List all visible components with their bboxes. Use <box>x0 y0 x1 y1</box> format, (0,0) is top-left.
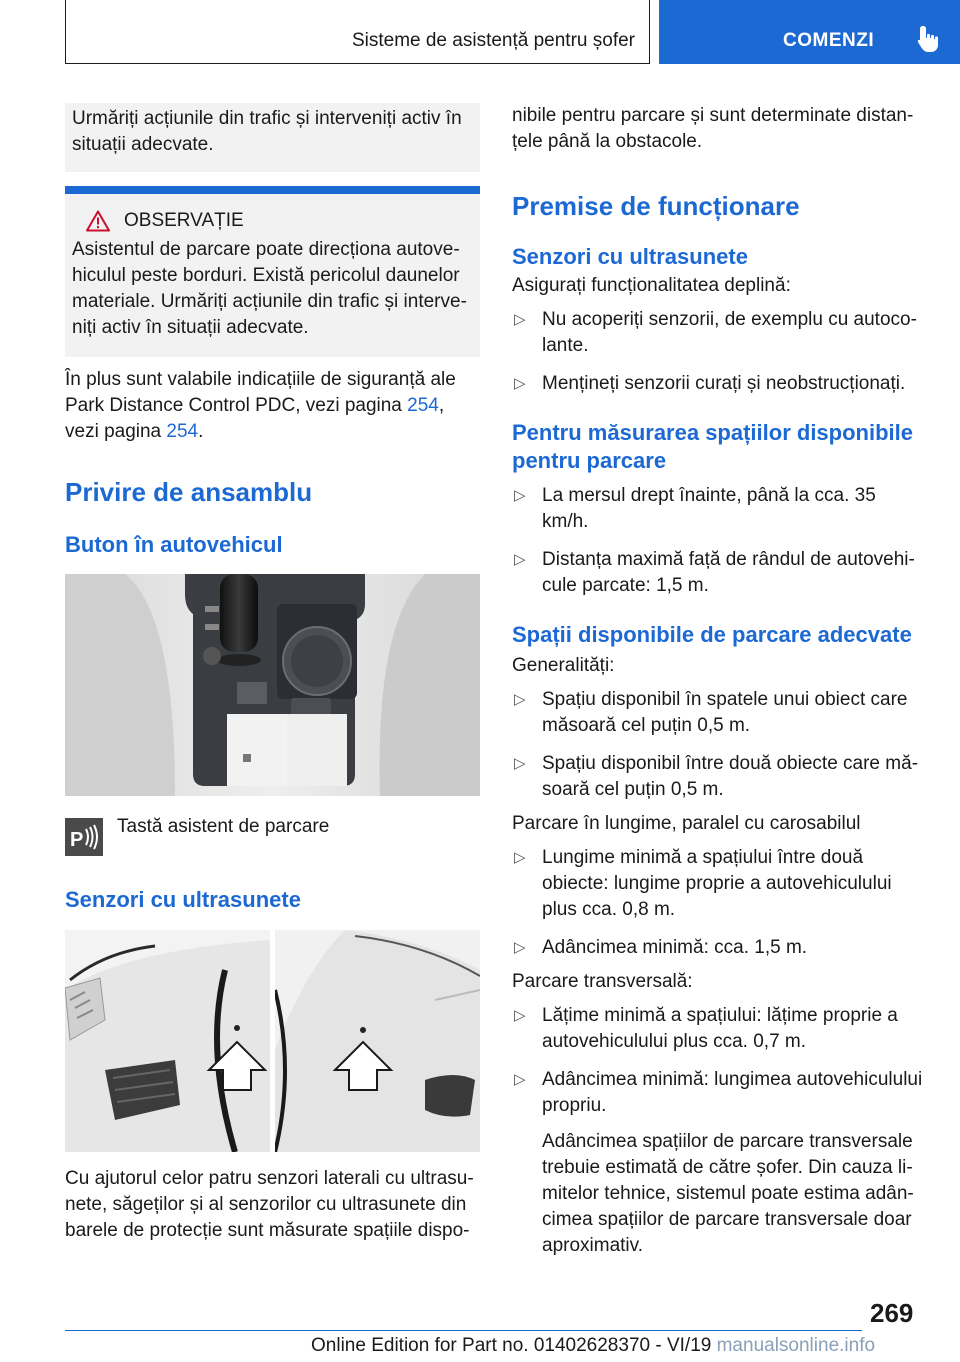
heading-button: Buton în autovehicul <box>65 532 283 557</box>
parallel-list <box>512 845 927 961</box>
page-link-254-a[interactable]: 254 <box>407 395 439 416</box>
transverse-note: Adâncimea spațiilor de parcare transversale trebuie estimată de către șofer. Din cauza limitelor tehnice, sistemul poate estima adâncimea spațiilor de parcare transversale doar aproximativ. <box>542 1131 914 1256</box>
sensors-paragraph: Cu ajutorul celor patru senzori laterali cu ultrasunete, săgeților și al senzorilor cu ultrasunete din barele de protecție sunt măsurate spațiile dispo- <box>65 1168 474 1241</box>
bumper-photos <box>65 930 480 1152</box>
footer-divider <box>65 1330 862 1331</box>
page-header <box>0 0 960 66</box>
button-caption: Tastă asistent de parcare <box>117 816 330 837</box>
heading-spaces: Spații disponibile de parcare adecvate <box>512 622 912 647</box>
chapter-tab-label: COMENZI <box>783 30 875 51</box>
center-console-photo <box>65 574 480 796</box>
section-title: Sisteme de asistență pentru șofer <box>351 30 635 51</box>
list-item: ▷ Spațiu disponibil în spatele unui obiect care măsoară cel puțin 0,5 m. <box>512 687 927 739</box>
warning-box <box>65 186 480 357</box>
bullet-triangle-icon: ▷ <box>514 551 526 568</box>
list-item: ▷ Mențineți senzorii curați și neobstrucționați. <box>512 371 927 397</box>
bullet-triangle-icon: ▷ <box>514 487 526 504</box>
note-text: Urmăriți acțiunile din trafic și interveniți activ în situații adecvate. <box>72 108 462 155</box>
list-item: ▷ La mersul drept înainte, până la cca. 35 km/h. <box>512 483 927 535</box>
continued-paragraph: nibile pentru parcare și sunt determinate distanțele până la obstacole. <box>512 105 914 152</box>
safety-text-2: , vezi pagina <box>65 395 445 442</box>
ultrasonic-list <box>512 307 927 397</box>
bullet-triangle-icon: ▷ <box>514 375 526 392</box>
warning-triangle-icon <box>86 210 110 232</box>
right-column <box>512 103 927 1259</box>
list-item: ▷ Adâncimea minimă: lungimea autovehiculului propriu. <box>512 1067 927 1119</box>
transverse-list <box>512 1003 927 1259</box>
bullet-triangle-icon: ▷ <box>514 1007 526 1024</box>
left-column <box>65 103 480 1244</box>
list-item: ▷ Distanța maximă față de rândul de autovehicule parcate: 1,5 m. <box>512 547 927 599</box>
watermark-text: manualsonline.info <box>716 1335 876 1356</box>
measurement-list <box>512 483 927 599</box>
warning-header <box>72 210 473 232</box>
rear-bumper-image <box>275 930 480 1152</box>
list-item: ▷ Spațiu disponibil între două obiecte care măsoară cel puțin 0,5 m. <box>512 751 927 803</box>
bullet-triangle-icon: ▷ <box>514 691 526 708</box>
general-list <box>512 687 927 803</box>
center-console-image <box>65 574 480 796</box>
chapter-tab[interactable] <box>659 0 960 64</box>
park-assist-button-icon <box>65 818 103 856</box>
transverse-label: Parcare transversală: <box>512 971 693 992</box>
list-item: ▷ Adâncimea minimă: cca. 1,5 m. <box>512 935 927 961</box>
safety-paragraph <box>65 367 480 445</box>
note-box <box>65 103 480 172</box>
heading-measurement: Pentru măsurarea spațiilor disponibile pentru parcare <box>512 420 913 473</box>
heading-ultrasonic: Senzori cu ultrasunete <box>512 244 748 269</box>
section-title-box <box>65 0 650 64</box>
ultrasonic-intro: Asigurați funcționalitatea deplină: <box>512 275 791 296</box>
button-caption-row <box>65 818 480 856</box>
hand-pointer-icon <box>915 24 945 54</box>
front-bumper-image <box>65 930 270 1152</box>
edition-text: Online Edition for Part no. 01402628370 - VI/19 <box>311 1335 712 1356</box>
list-item: ▷ Lățime minimă a spațiului: lățime proprie a autovehiculului plus cca. 0,7 m. <box>512 1003 927 1055</box>
warning-title: OBSERVAȚIE <box>124 210 244 231</box>
page-link-254-b[interactable]: 254 <box>166 421 199 442</box>
list-item: ▷ Lungime minimă a spațiului între două obiecte: lungime proprie a autovehiculului plus cca. 0,8 m. <box>512 845 927 923</box>
bullet-triangle-icon: ▷ <box>514 311 526 328</box>
safety-text-1: În plus sunt valabile indicațiile de siguranță ale Park Distance Control PDC, vezi pagina <box>65 369 456 416</box>
bullet-triangle-icon: ▷ <box>514 849 526 866</box>
bullet-triangle-icon: ▷ <box>514 755 526 772</box>
heading-sensors: Senzori cu ultrasunete <box>65 887 301 912</box>
list-item: ▷ Nu acoperiți senzorii, de exemplu cu autocolante. <box>512 307 927 359</box>
general-label: Generalități: <box>512 655 615 676</box>
page-number: 269 <box>870 1298 914 1328</box>
heading-overview: Privire de ansamblu <box>65 477 313 507</box>
footer-edition <box>311 1335 875 1357</box>
svg-text:P: P <box>70 829 84 851</box>
heading-prerequisites: Premise de funcționare <box>512 191 800 221</box>
bullet-triangle-icon: ▷ <box>514 939 526 956</box>
bullet-triangle-icon: ▷ <box>514 1071 526 1088</box>
warning-text: Asistentul de parcare poate direcționa autovehiculul peste borduri. Există pericolul daunelor materiale. Urmăriți acțiunile din trafic și interveniți activ în situații adecvate. <box>72 239 467 338</box>
safety-text-3: . <box>198 421 204 442</box>
parallel-label: Parcare în lungime, paralel cu carosabilul <box>512 813 861 834</box>
